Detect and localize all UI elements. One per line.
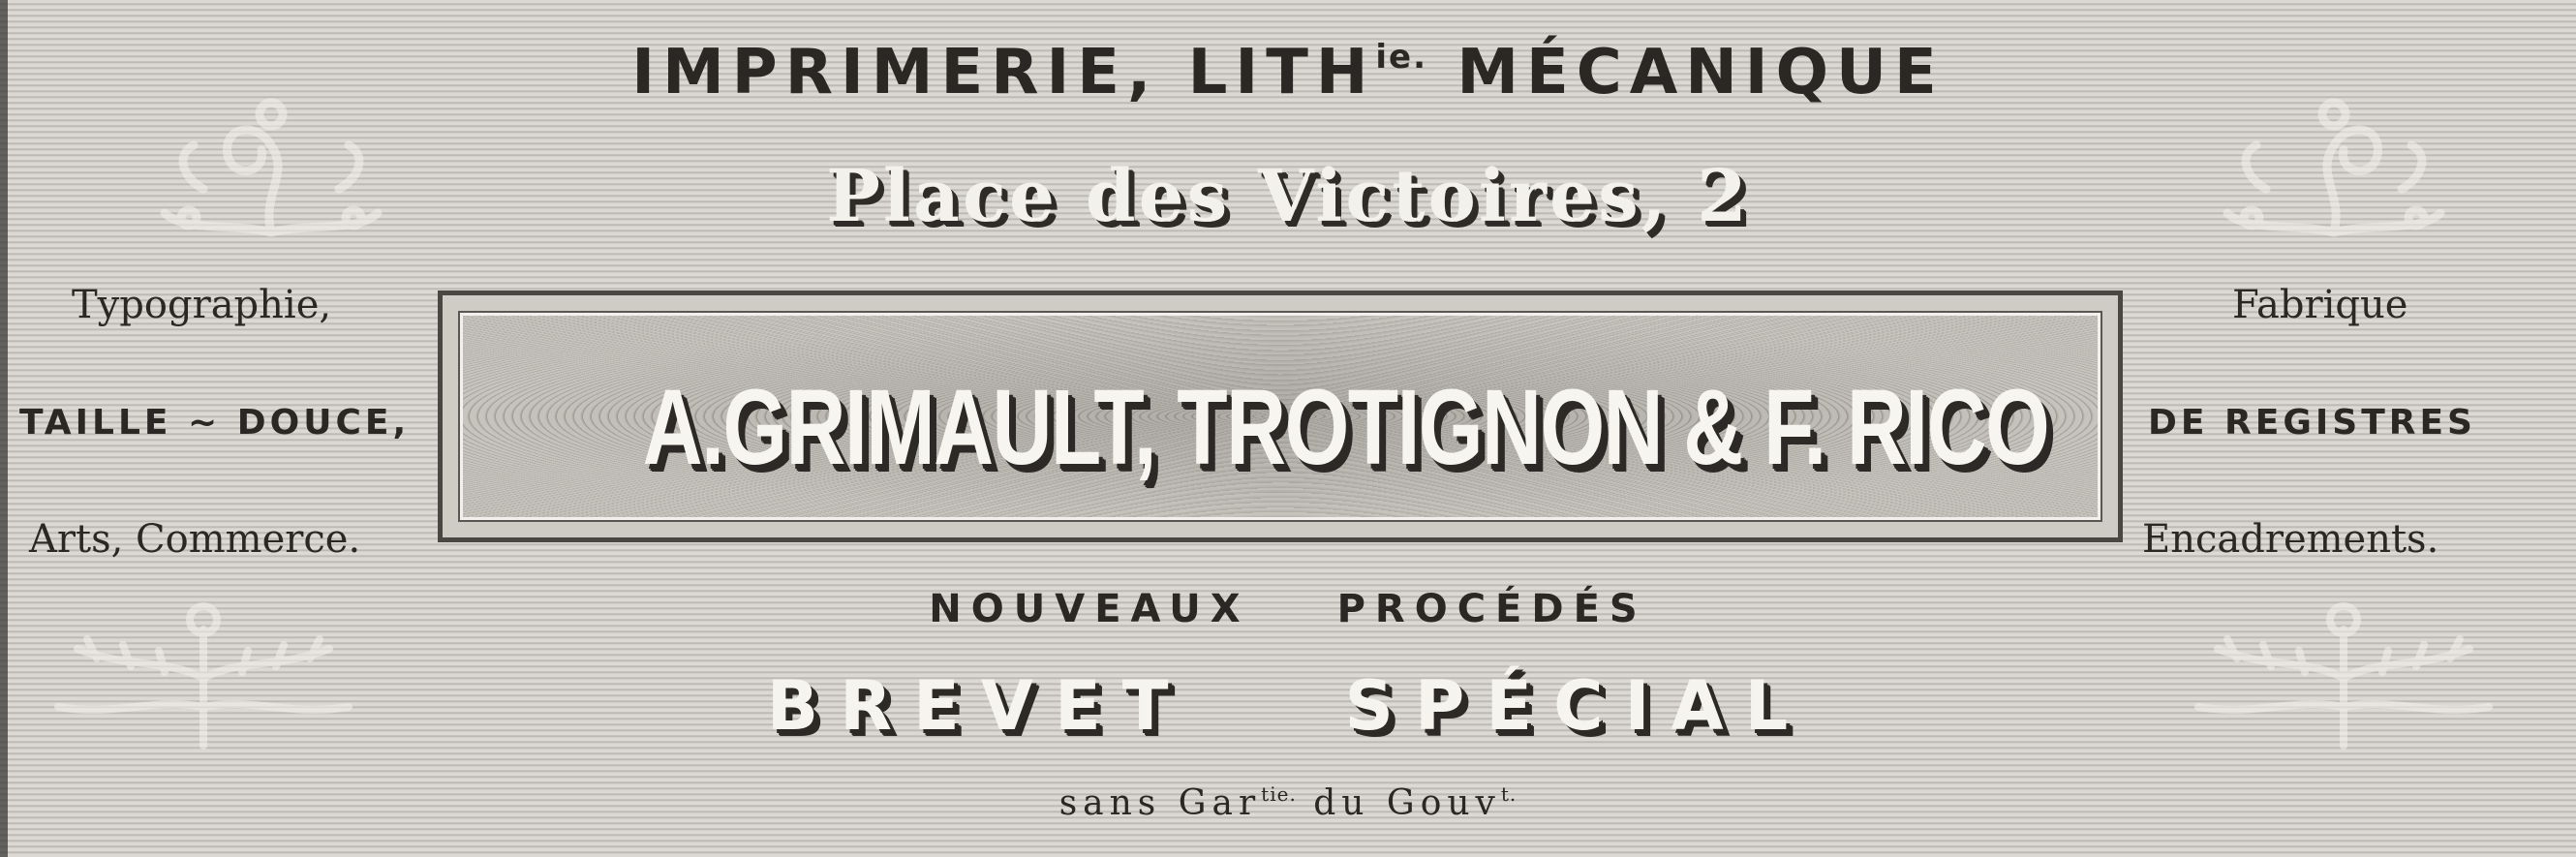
left-line-typography: Typographie,: [72, 283, 332, 327]
firm-name-panel: [460, 313, 2101, 520]
heading-superscript: ie.: [1375, 38, 1428, 77]
new-processes-line: [0, 587, 2576, 631]
heading-end-text: MÉCANIQUE: [1427, 37, 1945, 108]
left-line-intaglio: TAILLE ~ DOUCE,: [19, 403, 411, 443]
footer-part2: du Gouv: [1296, 783, 1501, 823]
firm-name: A.GRIMAULT, TROTIGNON & F. RICO: [642, 368, 2049, 487]
right-line-registers: DE REGISTRES: [2148, 403, 2476, 443]
firm-name-frame: [438, 291, 2123, 542]
address-line: Place des Victoires, 2: [826, 155, 1750, 238]
government-guarantee-note: [0, 782, 2576, 823]
heading-main-text: IMPRIMERIE, LITH: [631, 37, 1376, 108]
footer-part1: sans Gar: [1058, 783, 1262, 823]
new-word: NOUVEAUX: [929, 587, 1250, 631]
processes-word: PROCÉDÉS: [1336, 587, 1647, 631]
footer-sup1: tie.: [1261, 782, 1297, 806]
left-line-arts-commerce: Arts, Commerce.: [29, 517, 361, 562]
right-line-fabrique: Fabrique: [2232, 283, 2408, 327]
patent-word: BREVET: [766, 666, 1190, 746]
footer-sup2: t.: [1500, 782, 1518, 806]
right-line-frames: Encadrements.: [2142, 517, 2439, 562]
special-word: SPÉCIAL: [1344, 666, 1810, 746]
special-patent-line: [0, 666, 2576, 746]
heading-printing-house: [0, 37, 2576, 108]
